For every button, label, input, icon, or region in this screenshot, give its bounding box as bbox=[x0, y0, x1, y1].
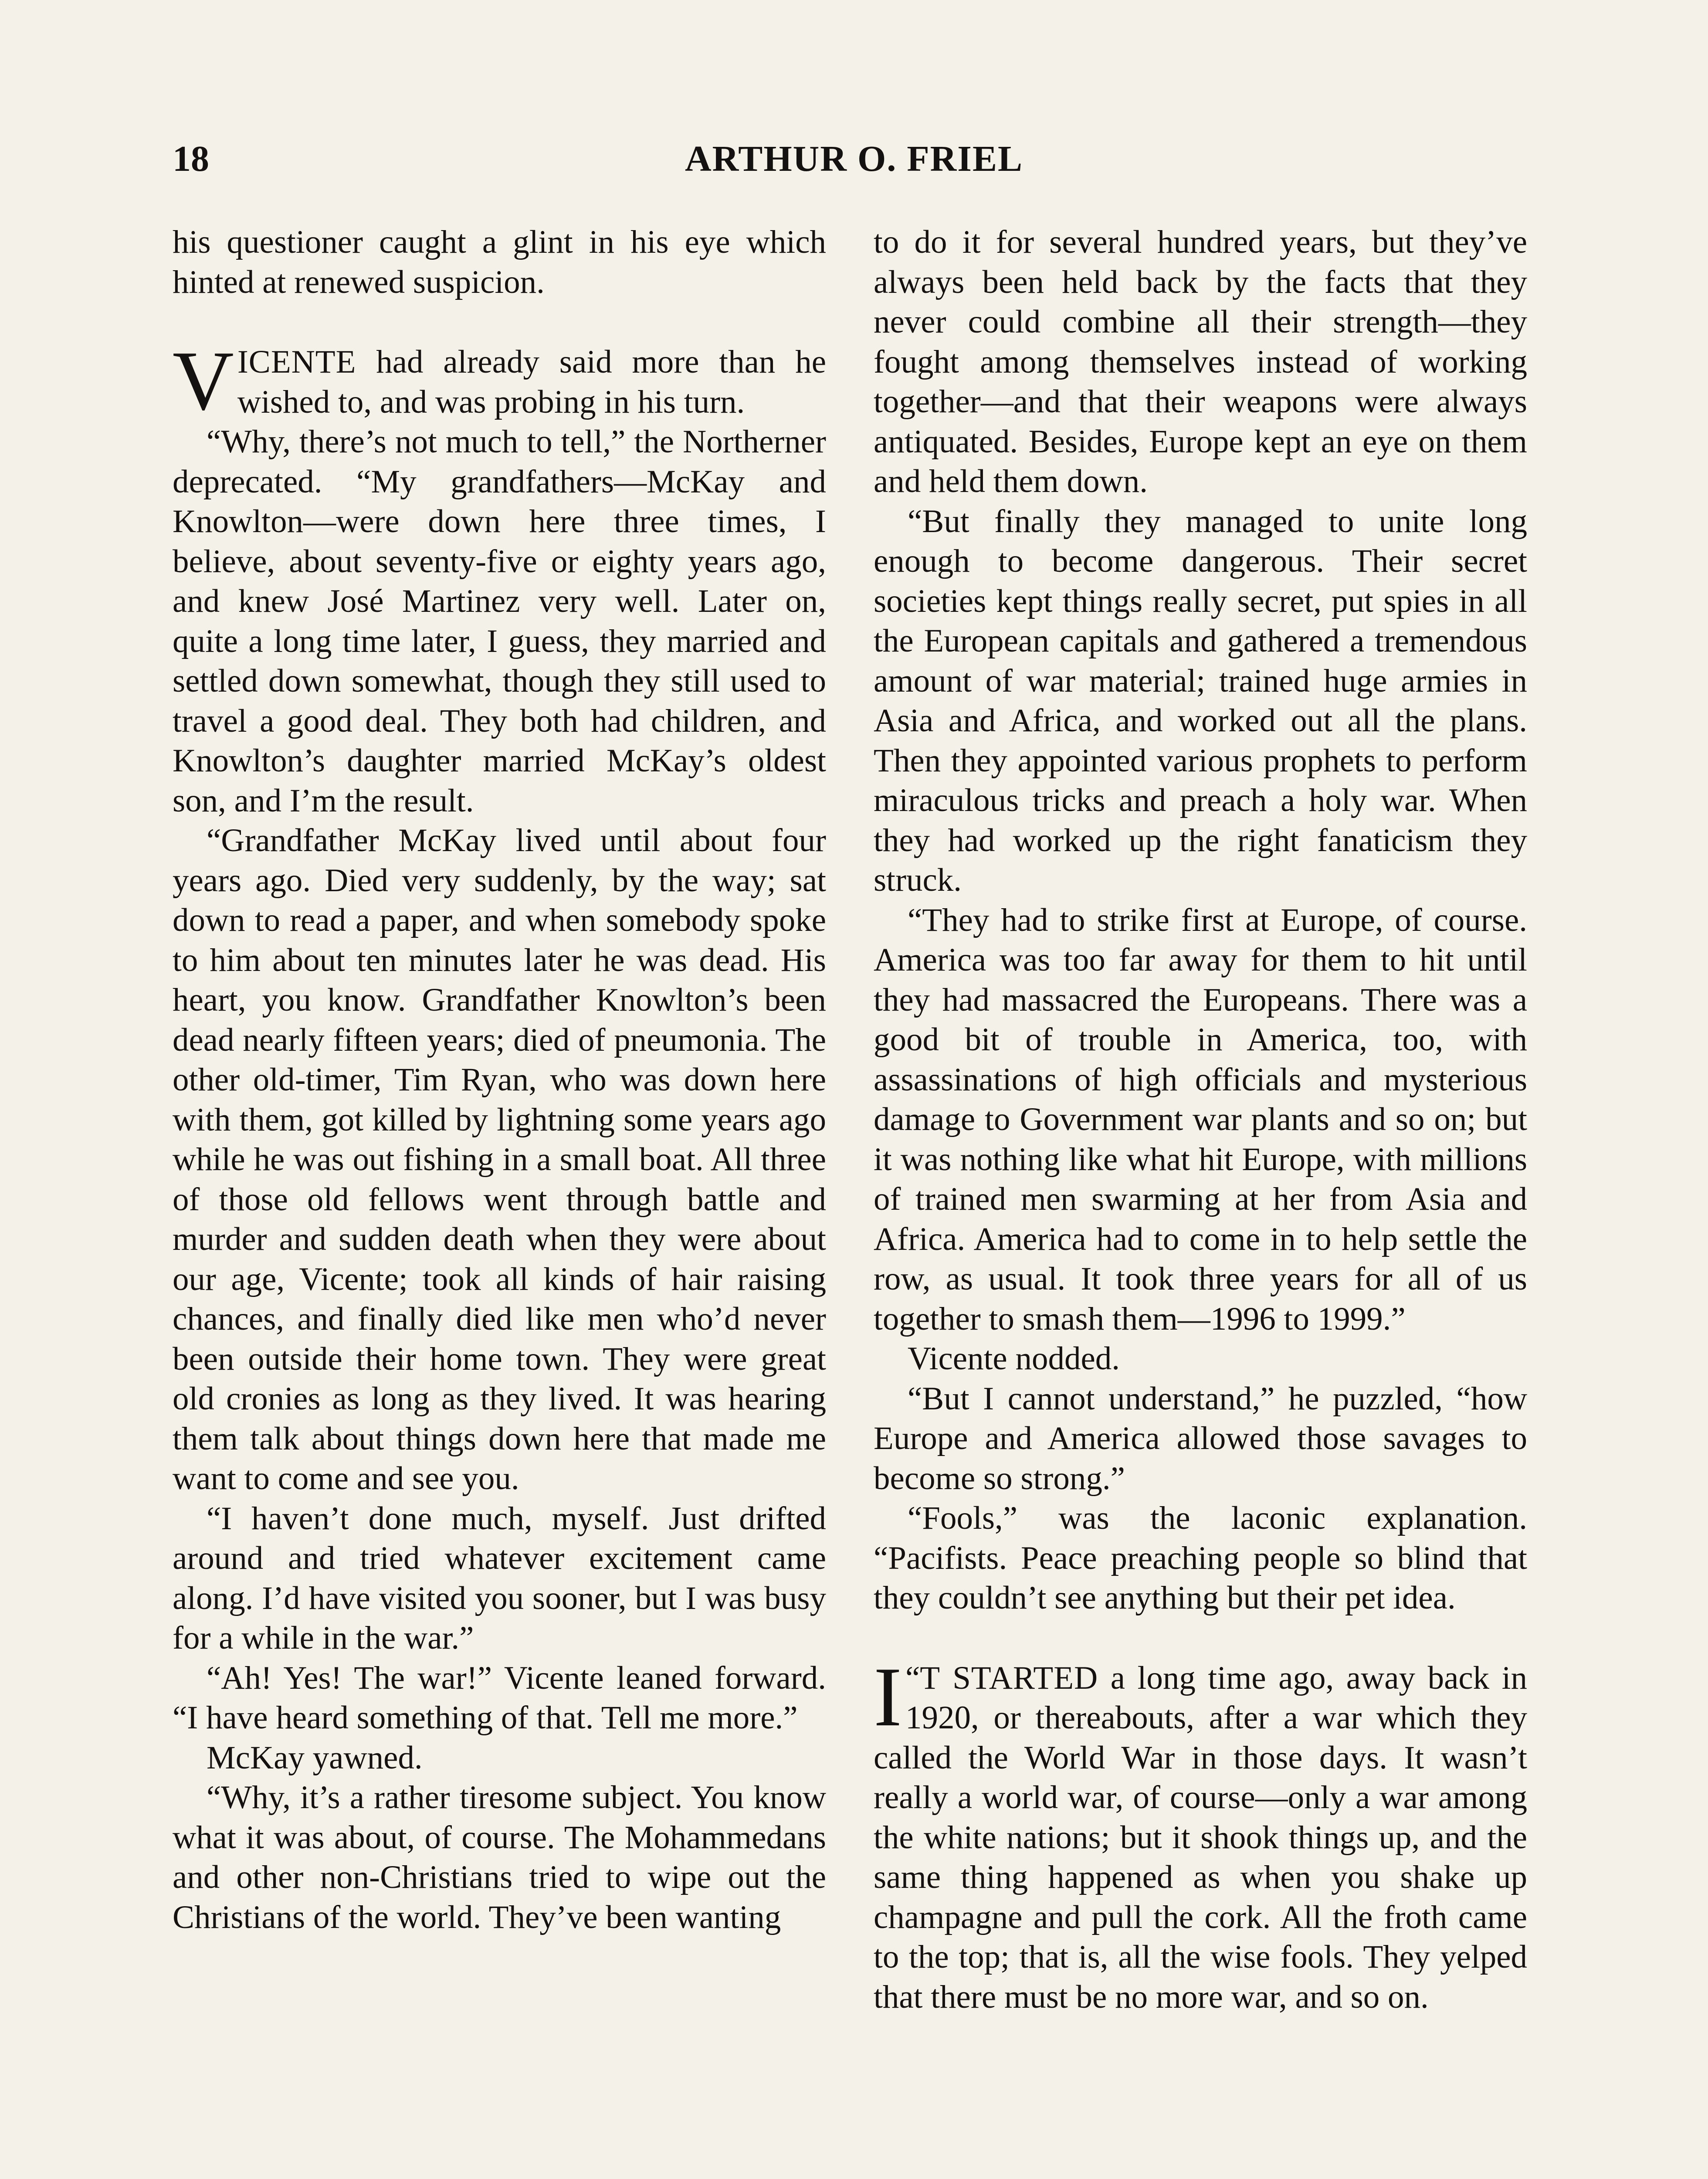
paragraph: “Fools,” was the laconic explanation. “Pacifists. Peace preaching people so blind that they couldn’t see anything but their pet idea. bbox=[874, 1500, 1527, 1616]
paragraph-text: a long time ago, away back in 1920, or thereabouts, after a war which they called the World War in those days. It wasn’t really a world war, of course—only a war among the white nations; but it shook things up, and the same thing happened as when you shake up champagne and pull the cork. All the froth came to the top; that is, all the wise fools. They yelped that there must be no more war, and so on. bbox=[874, 1660, 1528, 2015]
lead-word: T STARTED bbox=[920, 1660, 1098, 1696]
page-number: 18 bbox=[173, 139, 209, 179]
paragraph: “Why, it’s a rather tiresome subject. You know what it was about, of course. The Mohammedans and other non-Christians tried to wipe out the Christians of the world. They’ve been wanting bbox=[173, 1779, 826, 1935]
paragraph: “Grandfather McKay lived until about four years ago. Died very suddenly, by the way; sat down to read a paper, and when somebody spoke to him about ten minutes later he was dead. His heart, you know. Grandfather Knowlton’s been dead nearly fifteen years; died of pneumonia. The other old-timer, Tim Ryan, who was down here with them, got killed by lightning some years ago while he was out fishing in a small boat. All three of those old fellows went through battle and murder and sudden death when they were about our age, Vicente; took all kinds of hair raising chances, and finally died like men who’d never been outside their home town. They were great old cronies as long as they lived. It was hearing them talk about things down here that made me want to come and see you. bbox=[173, 822, 826, 1497]
paragraph: McKay yawned. bbox=[207, 1739, 423, 1776]
paragraph: “But finally they managed to unite long enough to become dangerous. Their secret societies kept things really secret, put spies in all the European capitals and gathered a tremendous amount of war material; trained huge armies in Asia and Africa, and worked out all the plans. Then they appointed various prophets to perform miraculous tricks and preach a holy war. When they had worked up the right fanaticism they struck. bbox=[874, 503, 1527, 898]
paragraph: “They had to strike first at Europe, of course. America was too far away for them to hit until they had massacred the Europeans. There was a good bit of trouble in America, too, with assassinations of high officials and mysterious damage to Government war plants and so on; but it was nothing like what hit Europe, with millions of trained men swarming at her from Asia and Africa. America had to come in to help settle the row, as usual. It took three years for all of us together to smash them—1996 to 1999.” bbox=[874, 902, 1527, 1337]
paragraph: to do it for several hundred years, but they’ve always been held back by the facts that they never could combine all their strength—they fought among themselves instead of working together—and that their weapons were always antiquated. Besides, Europe kept an eye on them and held them down. bbox=[874, 224, 1527, 499]
section-start-paragraph bbox=[874, 1650, 1528, 2017]
drop-cap: V bbox=[173, 334, 234, 428]
paragraph: “But I cannot understand,” he puzzled, “how Europe and America allowed those savages to become so strong.” bbox=[874, 1380, 1527, 1497]
paragraph: Vicente nodded. bbox=[908, 1341, 1120, 1377]
running-head: ARTHUR O. FRIEL bbox=[685, 139, 1023, 179]
section-start-paragraph bbox=[173, 334, 826, 428]
opening-quote: “ bbox=[905, 1660, 920, 1696]
paragraph: “I haven’t done much, myself. Just drifted around and tried whatever excitement came along. I’d have visited you sooner, but I was busy for a while in the war.” bbox=[173, 1500, 826, 1656]
left-column bbox=[173, 222, 826, 1937]
page-header bbox=[0, 135, 1708, 183]
drop-cap: I bbox=[874, 1650, 902, 1744]
right-column bbox=[874, 222, 1527, 2017]
paragraph: “Ah! Yes! The war!” Vicente leaned forward. “I have heard something of that. Tell me more.” bbox=[173, 1660, 826, 1736]
paragraph-text: had already said more than he wished to, and was probing in his turn. bbox=[237, 344, 826, 420]
paragraph: “Why, there’s not much to tell,” the Northerner deprecated. “My grandfathers—McKay and Knowlton—were down here three times, I believe, about seventy-five or eighty years ago, and knew José Martinez very well. Later on, quite a long time later, I guess, they married and settled down somewhat, though they still used to travel a good deal. They both had children, and Knowlton’s daughter married McKay’s oldest son, and I’m the result. bbox=[173, 424, 826, 819]
lead-word: ICENTE bbox=[237, 344, 356, 380]
paragraph: his questioner caught a glint in his eye which hinted at renewed suspicion. bbox=[173, 224, 826, 300]
